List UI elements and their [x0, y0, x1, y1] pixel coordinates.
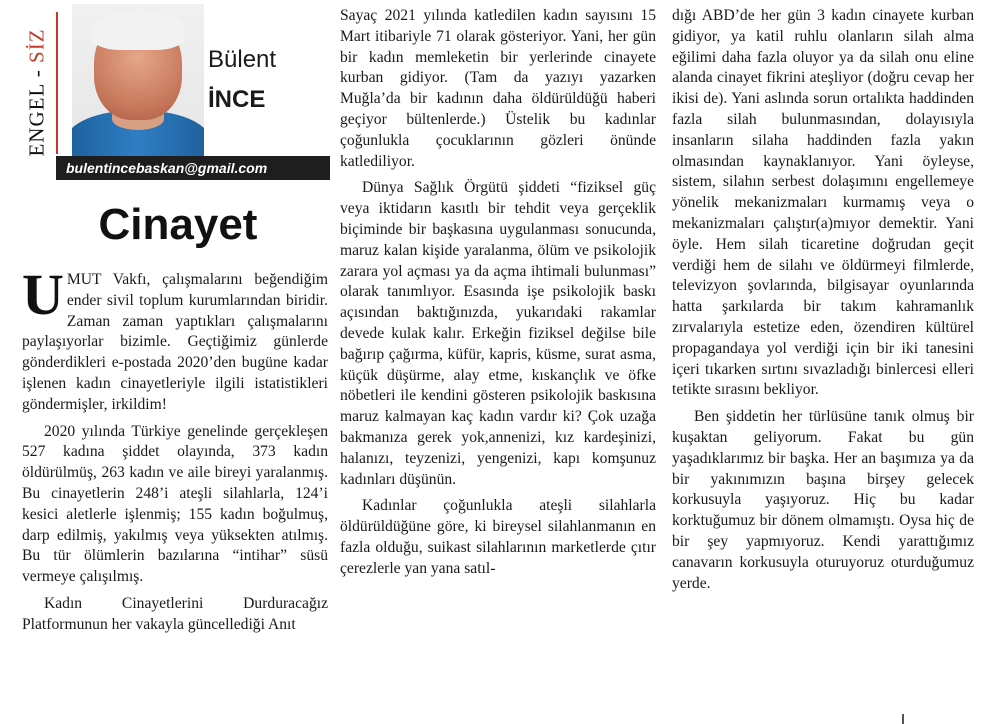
page-marker: [902, 714, 904, 724]
author-first-name: Bülent: [208, 46, 277, 73]
section-label: [18, 4, 56, 180]
author-email[interactable]: bulentincebaskan@gmail.com: [56, 156, 330, 180]
author-photo: [72, 4, 204, 156]
paragraph: Dünya Sağlık Örgütü şiddeti “fiziksel güç veya iktidarın kasıtlı bir tehdit veya gerçeklik biçiminde bir başkasına uygulanması sonucunda, maruz kalan kişide yaralanma, ölüm ve psikolojik zarara yol açması ya da açma ihtimali bulunması” olarak tanımlıyor. Esasında işe psikolojik baskı açısından baktığınızda, yukarıdaki rakamlar devede kulak kalır. Erkeğin fiziksel değilse bile bağırıp çağırma, küfür, kapris, küsme, surat asma, küçük düşürme, alay etme, kıskançlık ve öfke nöbetleri ile kendini gösteren psikolojik baskısına maruz kalmayan kaç kadın vardır ki? Çok uzağa bakmanıza gerek yok,annenizi, kız kardeşinizi, halanızı, teyzenizi, yengenizi, kapı komşunuz kadınları düşünün.: [340, 179, 656, 488]
paragraph: Sayaç 2021 yılında katledilen kadın sayısını 15 Mart itibariyle 71 olarak gösteriyor. Yani, her gün bir kadın memleketin bir yerlerinde cinayete kurban gidiyor. (Tam da yazıyı yazarken Muğla’da bir kadının daha öldürüldüğü haberi geçiyor bültenlerde.) Üstelik bu kadınlar çoğunlukla çocuklarının gözleri önünde katlediliyor.: [340, 7, 656, 170]
article-column-1: [22, 262, 328, 636]
accent-divider: [56, 12, 58, 154]
author-last-name: İNCE: [208, 86, 266, 113]
paragraph: 2020 yılında Türkiye genelinde gerçekleşen 527 kadına şiddet olayında, 373 kadın öldürülmüş, 263 kadın ve aile bireyi yaralanmış. Bu cinayetlerin 248’i ateşli silahlarla, 124’i kesici aletlerle işlenmiş; 155 kadın boğulmuş, darp edilmiş, yakılmış veya yüksekten atılmış. Bu tür ölümlerin bazılarına “intihar” süsü vermeye çalışılmış.: [22, 422, 328, 586]
paragraph: Kadınlar çoğunlukla ateşli silahlarla öldürüldüğüne göre, ki bireysel silahlanmanın en fazla olduğu, suikast silahlarının marketlerde çıtır çerezlerle yan yana satıl-: [340, 497, 656, 577]
paragraph: dığı ABD’de her gün 3 kadın cinayete kurban gidiyor, ya katil ruhlu olanların silah alma eğilimi daha fazla oluyor ya da silah onu eline alanda cinayet fikrini ateşliyor (doğru cevap her ikisi de). Yani aslında sorun ortalıkta haddinden fazla silah bulunmasından, dolayısıyla insanların silaha haddinden fazla yakın olmasından kaynaklanıyor. Yani öyleyse, sistem, silahın serbest dolaşımını engellemeye yönelik mekanizmaları kurmamış veya o mekanizmaları çalıştır(a)mıyor demektir. Yani öyle. Hem silah ticaretine doğrudan geçit verdiği hem de silahı ve öldürmeyi filmlerde, televizyon şovlarında, bilgisayar oyunlarında hatta şarkılarda bir takım kahramanlık zırvalarıyla estetize eden, özendiren kültürel propagandaya yol verdiği için bir iki tanesini içeri tıkarken sırtını sıvazladığı binlercesi elleri tetikte sırasını bekliyor.: [672, 7, 974, 399]
article-title: Cinayet: [98, 200, 258, 249]
column-header: [18, 4, 330, 180]
article-column-3: [672, 6, 974, 594]
section-label-accent: SİZ: [24, 27, 49, 63]
drop-cap: U: [22, 262, 64, 327]
paragraph: Ben şiddetin her türlüsüne tanık olmuş bir kuşaktan geliyorum. Fakat bu gün yaşadıklarımız bir başka. Her an başımıza ya da bir yakınımızın başına birşey gelecek korkusuyla yaşıyoruz. Hiç bu kadar korktuğumuz bir dönem olmamıştı. Oysa hiç de bir şey yapmıyoruz. Kendi yarattığımız canavarın korkusuyla oturuyoruz oturduğumuz yerde.: [672, 408, 974, 592]
paragraph: Kadın Cinayetlerini Durduracağız Platformunun her vakayla güncellediği Anıt: [22, 594, 328, 633]
section-label-main: ENGEL -: [24, 62, 49, 157]
article-column-2: [340, 6, 656, 580]
paragraph: UMUT Vakfı, çalışmalarını beğendiğim ender sivil toplum kurumlarından biridir. Zaman zaman yaptıkları çalışmalarını paylaşıyorlar bizimle. Geçtiğimiz günlerde gönderdikleri e-postada 2020’den bugüne kadar işlenen kadın cinayetleriyle ilgili istatistikleri göndermişler, irkildim!: [22, 262, 328, 413]
